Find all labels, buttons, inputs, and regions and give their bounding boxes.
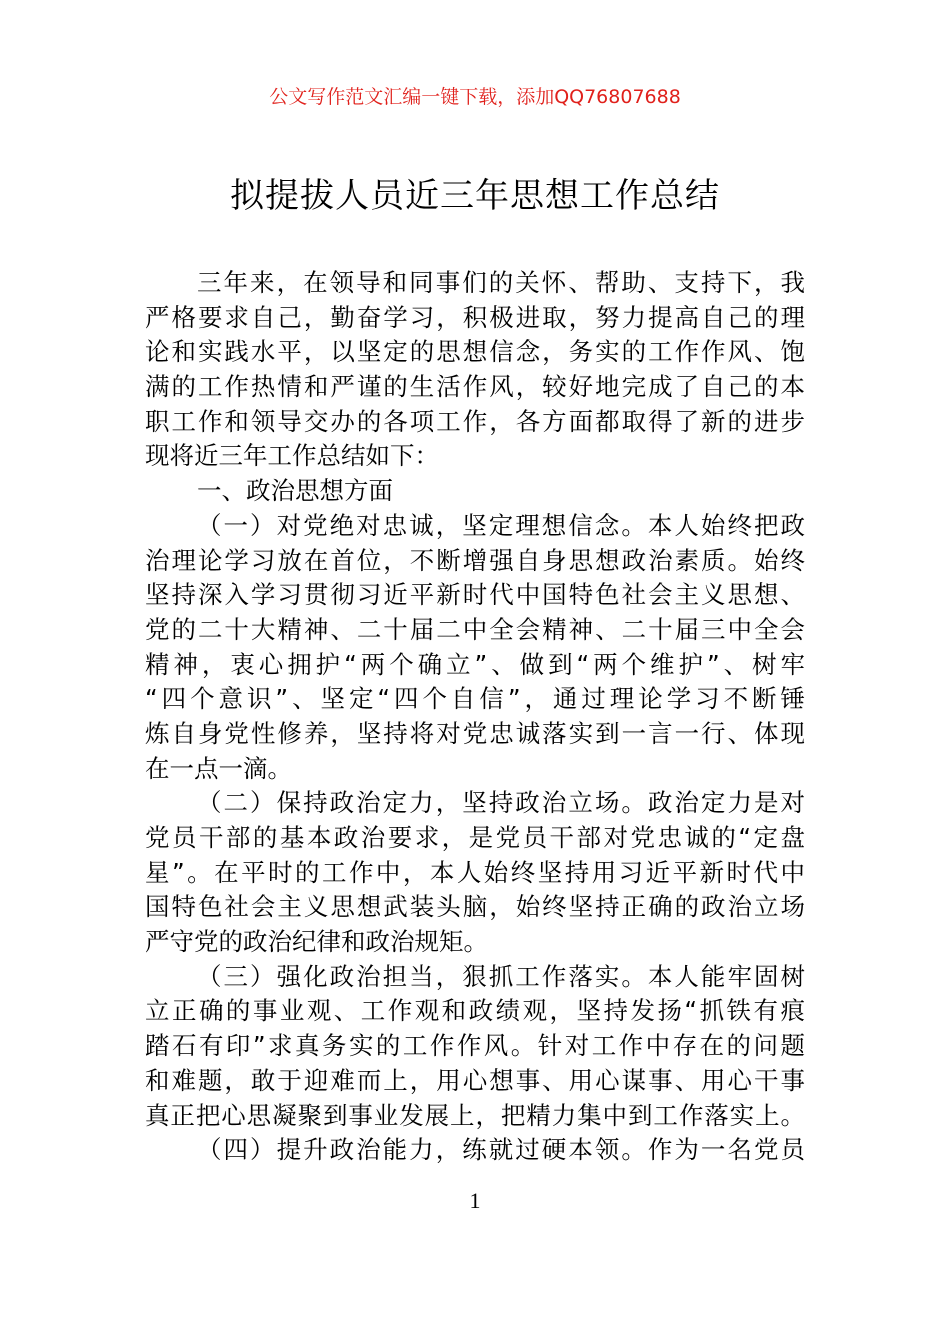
text-line: 在一点一滴。 (145, 753, 292, 783)
text-line: （一）对党绝对忠诚，坚定理想信念。本人始终把政 (197, 510, 805, 540)
text-line: （四）提升政治能力，练就过硬本领。作为一名党员 (197, 1135, 805, 1165)
text-line: 国特色社会主义思想武装头脑，始终坚持正确的政治立场 (145, 892, 805, 922)
text-line: 一、政治思想方面 (197, 476, 393, 506)
text-line: 和难题，敢于迎难而上，用心想事、用心谋事、用心干事 (145, 1065, 805, 1095)
page-number: 1 (469, 1188, 481, 1213)
text-line: 踏石有印”求真务实的工作作风。针对工作中存在的问题 (145, 1031, 805, 1061)
text-line: 坚持深入学习贯彻习近平新时代中国特色社会主义思想、 (145, 580, 805, 610)
text-line: 职工作和领导交办的各项工作，各方面都取得了新的进步 (145, 406, 805, 436)
text-line: 现将近三年工作总结如下： (145, 441, 439, 471)
text-line: （三）强化政治担当，狠抓工作落实。本人能牢固树 (197, 961, 805, 991)
text-line: 满的工作热情和严谨的生活作风，较好地完成了自己的本 (145, 372, 805, 402)
text-line: 论和实践水平，以坚定的思想信念，务实的工作作风、饱 (145, 337, 805, 367)
text-line: 党员干部的基本政治要求，是党员干部对党忠诚的“定盘 (145, 823, 805, 852)
download-watermark-note: 公文写作范文汇编一键下载，添加QQ76807688 (269, 86, 681, 108)
text-line: 精神，衷心拥护“两个确立”、做到“两个维护”、树牢 (145, 649, 805, 679)
text-line: 严守党的政治纪律和政治规矩。 (145, 927, 488, 957)
text-line: 星”。在平时的工作中，本人始终坚持用习近平新时代中 (145, 857, 805, 887)
text-line: 治理论学习放在首位，不断增强自身思想政治素质。始终 (145, 545, 805, 575)
document-body (145, 266, 805, 1168)
text-line: 立正确的事业观、工作观和政绩观，坚持发扬“抓铁有痕 (145, 996, 805, 1026)
text-line: “四个意识”、坚定“四个自信”，通过理论学习不断锤 (145, 684, 805, 714)
document-title: 拟提拔人员近三年思想工作总结 (230, 176, 720, 216)
text-line: 真正把心思凝聚到事业发展上，把精力集中到工作落实上。 (145, 1100, 805, 1130)
text-line: 党的二十大精神、二十届二中全会精神、二十届三中全会 (145, 614, 805, 644)
text-line: 三年来，在领导和同事们的关怀、帮助、支持下，我 (197, 268, 805, 297)
text-line: 炼自身党性修养，坚持将对党忠诚落实到一言一行、体现 (145, 718, 805, 748)
text-line: 严格要求自己，勤奋学习，积极进取，努力提高自己的理 (145, 302, 805, 332)
text-line: （二）保持政治定力，坚持政治立场。政治定力是对 (197, 788, 805, 818)
